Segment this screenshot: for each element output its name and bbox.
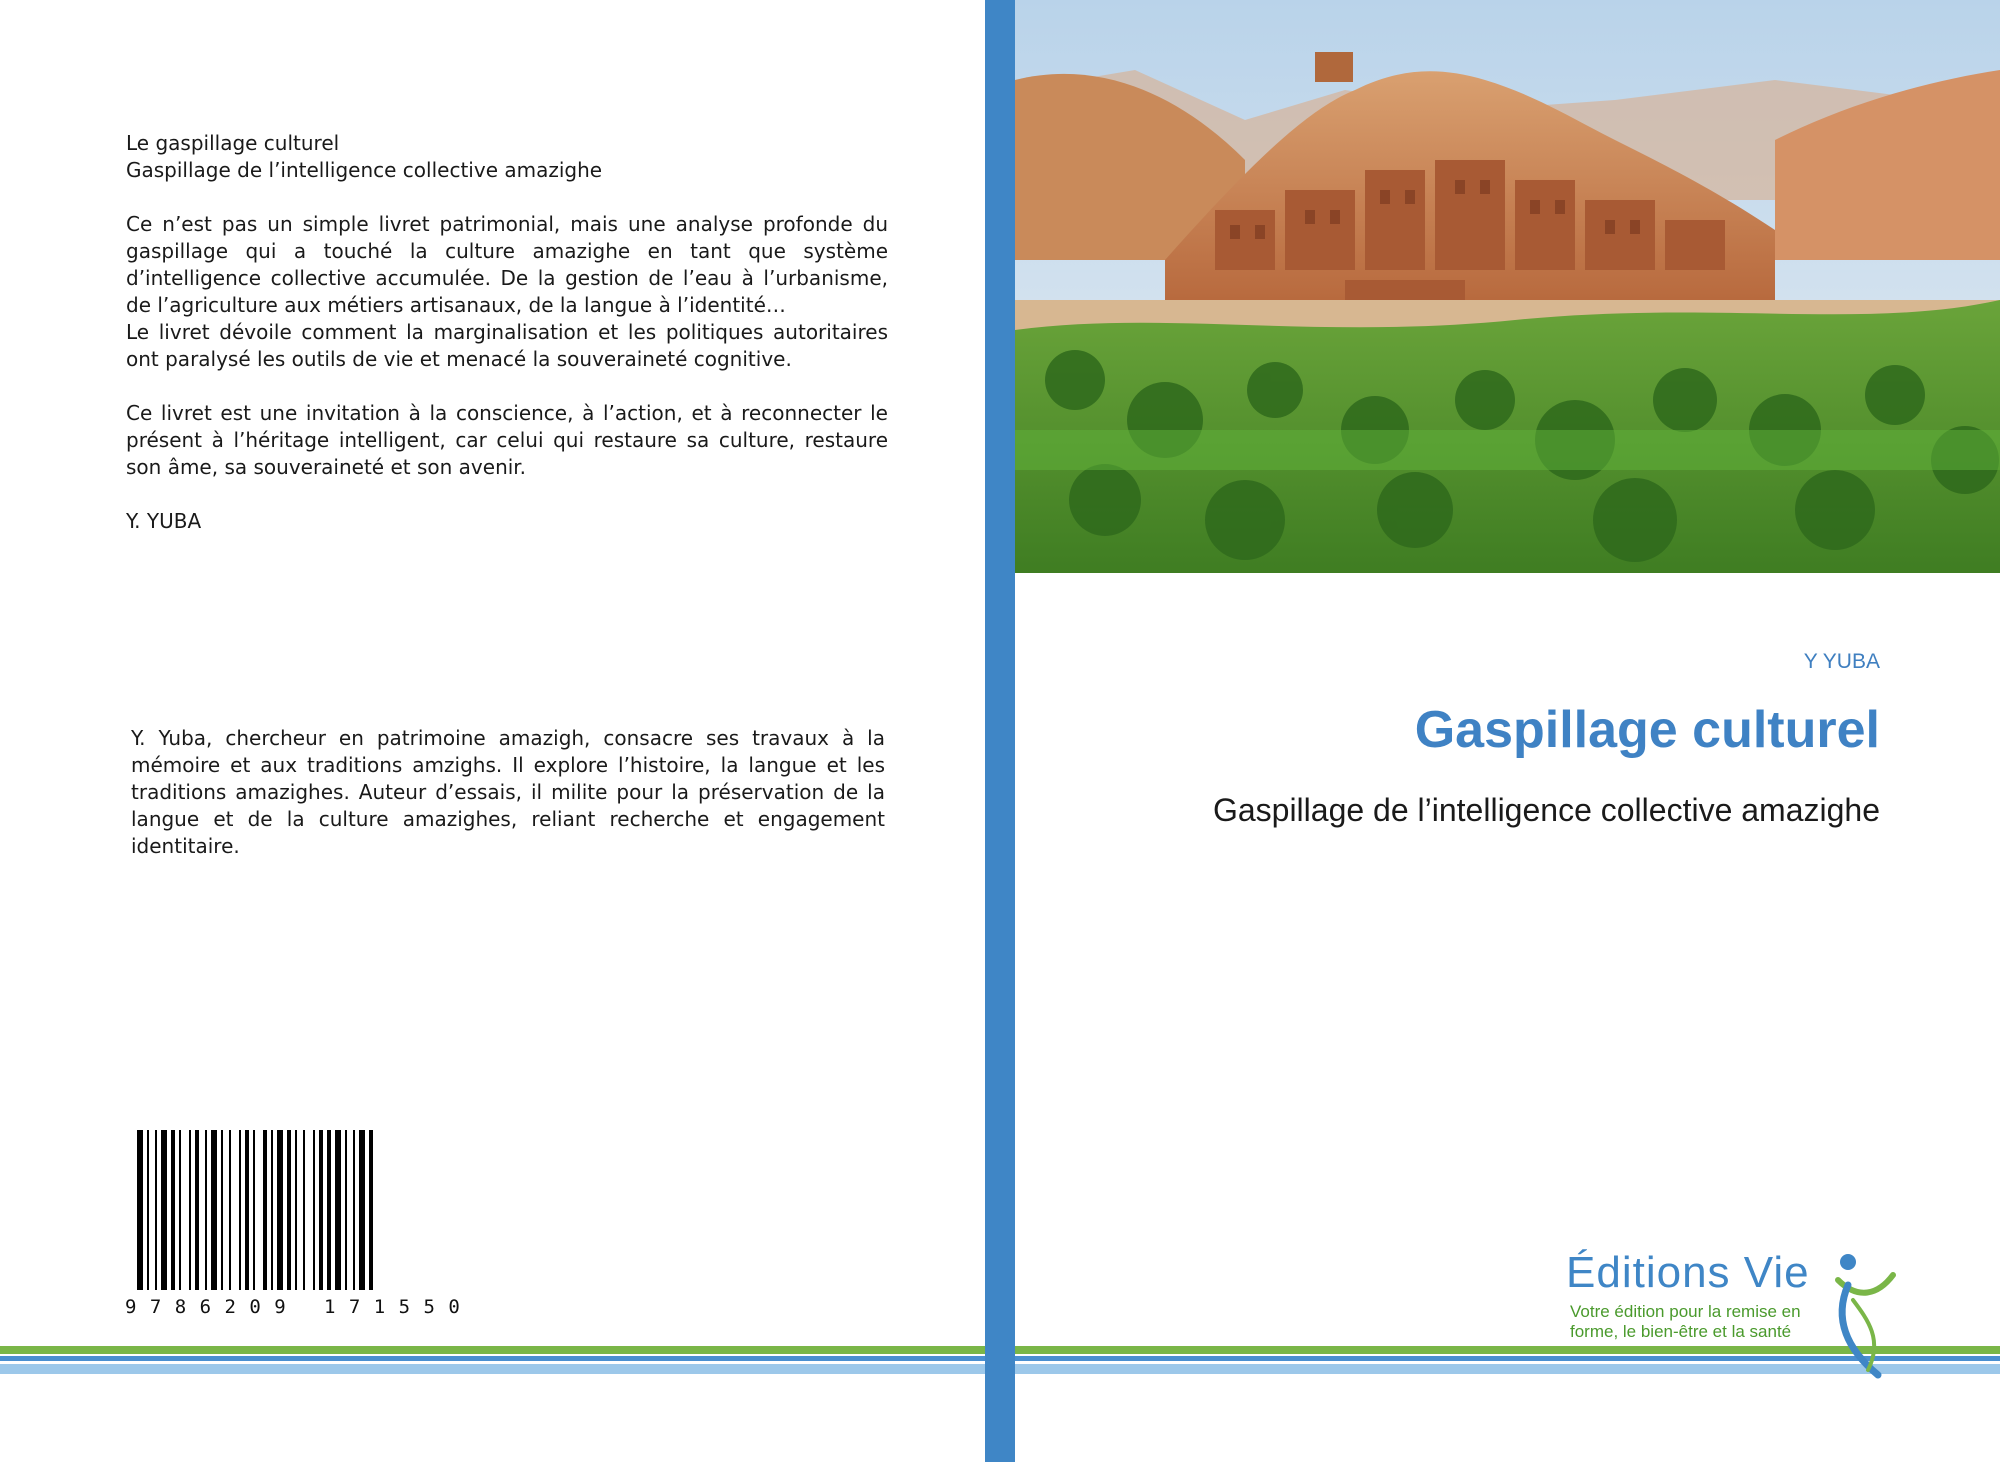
publisher-name: Éditions Vie (1566, 1248, 1810, 1297)
publisher-tagline-line1: Votre édition pour la remise en (1570, 1302, 1801, 1321)
back-line-1: Le gaspillage culturel (126, 131, 340, 155)
book-spine (985, 0, 1015, 1462)
book-title: Gaspillage culturel (1414, 701, 1880, 759)
back-paragraph-2: Le livret dévoile comment la marginalisation et les politiques autoritaires ont paralysé les outils de vie et menacé la souveraineté cognitive. (126, 320, 888, 371)
back-cover (0, 0, 985, 1462)
publisher-tagline (1570, 1302, 1801, 1342)
author-bio: Y. Yuba, chercheur en patrimoine amazigh, consacre ses travaux à la mémoire et aux traditions amzighs. Il explore l’histoire, la langue et les traditions amazighes. Auteur d’essais, il milite pour la préservation de la langue et de la culture amazighes, reliant recherche et engagement identitaire. (131, 726, 885, 858)
back-paragraph-1: Ce n’est pas un simple livret patrimonial, mais une analyse profonde du gaspillage qui a touché la culture amazighe en tant que système d’intelligence collective accumulée. De la gestion de l’eau à l’urbanisme, de l’agriculture aux métiers artisanaux, de la langue à l’identité… (126, 212, 888, 317)
publisher-tagline-line2: forme, le bien-être et la santé (1570, 1322, 1792, 1341)
author-name: Y YUBA (1803, 650, 1880, 673)
barcode-icon (135, 1130, 455, 1320)
back-stripe-blue (0, 1356, 985, 1361)
back-line-2: Gaspillage de l’intelligence collective amazighe (126, 158, 603, 182)
isbn-digits: 9 7 8 6 2 0 9 1 7 1 5 5 0 (125, 1296, 461, 1318)
book-subtitle: Gaspillage de l’intelligence collective amazighe (1212, 792, 1880, 828)
kasbah-landscape-photo (1015, 0, 2000, 573)
back-stripe-green (0, 1346, 985, 1354)
person-swoosh-icon (1828, 1240, 1898, 1380)
back-stripe-lightblue (0, 1364, 985, 1374)
back-description (126, 130, 888, 535)
landscape-image-icon (1015, 0, 2000, 573)
back-paragraph-3: Ce livret est une invitation à la conscience, à l’action, et à reconnecter le présent à l’héritage intelligent, car celui qui restaure sa culture, restaure son âme, sa souveraineté et son avenir. (126, 401, 888, 479)
publisher-logo (1560, 1240, 1900, 1380)
back-signature: Y. YUBA (126, 509, 202, 533)
isbn-barcode (125, 1130, 461, 1320)
